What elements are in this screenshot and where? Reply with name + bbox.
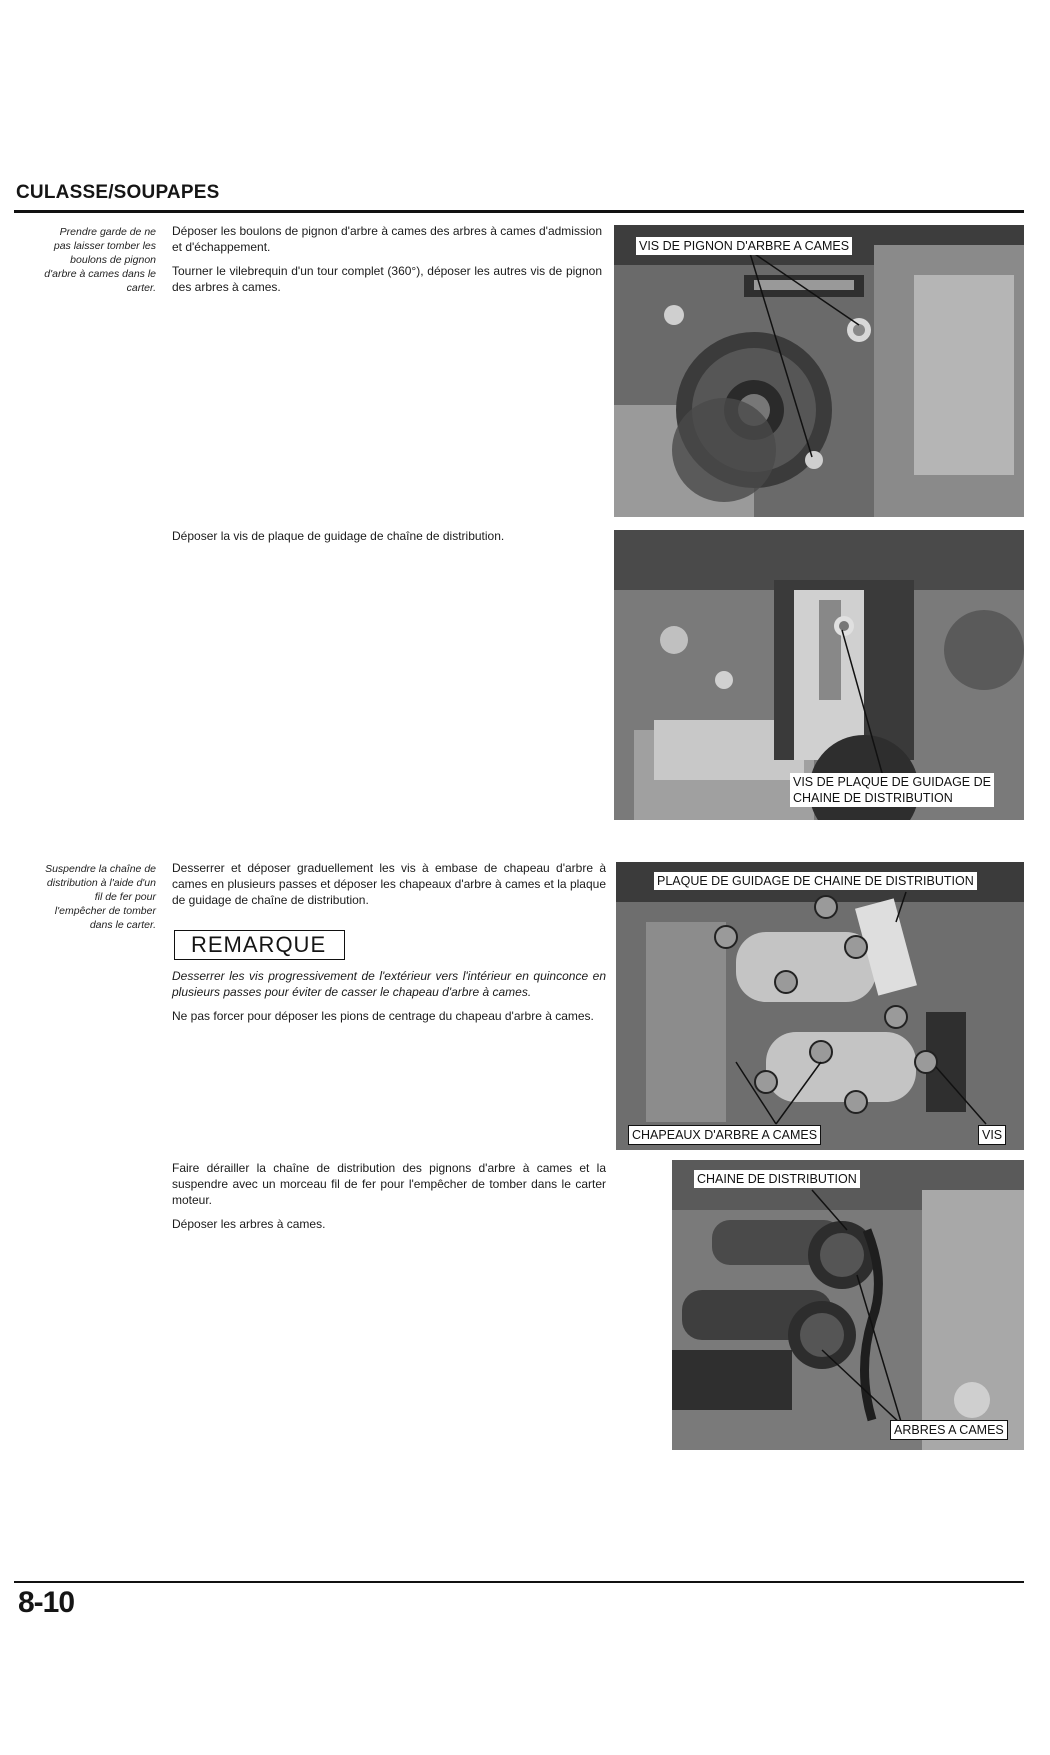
remark-block — [172, 968, 606, 1032]
side-note-chain — [18, 862, 156, 932]
side-note-line: pas laisser tomber les — [53, 240, 156, 252]
callout-cap-screws: VIS — [978, 1125, 1006, 1145]
callout-sprocket-screws: VIS DE PIGNON D'ARBRE A CAMES — [636, 237, 852, 255]
callout-line: CHAINE DE DISTRIBUTION — [793, 791, 953, 805]
photo-camshaft-sprocket — [614, 225, 1024, 517]
photo-camshafts-chain — [672, 1160, 1024, 1450]
callout-line: VIS DE PLAQUE DE GUIDAGE DE — [793, 775, 991, 789]
instruction-paragraph: Tourner le vilebrequin d'un tour complet (360°), déposer les autres vis de pignon des arbres à cames. — [172, 264, 602, 294]
instruction-block-1 — [172, 223, 602, 303]
side-note-line: Prendre garde de ne — [59, 226, 156, 238]
footer-rule — [14, 1581, 1024, 1583]
page-number: 8-10 — [18, 1586, 75, 1619]
instruction-paragraph: Déposer la vis de plaque de guidage de chaîne de distribution. — [172, 529, 505, 543]
instruction-paragraph: Déposer les boulons de pignon d'arbre à cames des arbres à cames d'admission et d'échappement. — [172, 224, 602, 254]
side-note-line: fil de fer pour — [94, 891, 156, 903]
side-note-line: distribution à l'aide d'un — [46, 877, 156, 889]
instruction-block-3 — [172, 860, 606, 916]
callout-camshafts: ARBRES A CAMES — [890, 1420, 1008, 1440]
instruction-block-4 — [172, 1160, 606, 1240]
callout-guide-plate-screw — [790, 773, 994, 807]
instruction-paragraph: Déposer les arbres à cames. — [172, 1217, 326, 1231]
instruction-paragraph: Desserrer et déposer graduellement les vis à embase de chapeau d'arbre à cames en plusieurs passes et déposer les chapeaux d'arbre à cames et la plaque de guidage de chaîne de distribution. — [172, 861, 606, 907]
side-note-line: Suspendre la chaîne de — [45, 863, 156, 875]
side-note-line: d'arbre à cames dans le — [44, 268, 156, 280]
instruction-paragraph: Faire dérailler la chaîne de distribution des pignons d'arbre à cames et la suspendre avec un morceau fil de fer pour l'empêcher de tomber dans le carter moteur. — [172, 1161, 606, 1207]
side-note-line: dans le carter. — [89, 919, 156, 931]
header-rule — [14, 210, 1024, 213]
side-note-line: l'empêcher de tomber — [54, 905, 156, 917]
callout-guide-plate: PLAQUE DE GUIDAGE DE CHAINE DE DISTRIBUTION — [654, 872, 977, 890]
remark-note: Ne pas forcer pour déposer les pions de centrage du chapeau d'arbre à cames. — [172, 1009, 594, 1023]
photo-guide-plate-screw — [614, 530, 1024, 820]
side-note-line: boulons de pignon — [70, 254, 156, 266]
page-title: CULASSE/SOUPAPES — [16, 182, 220, 203]
callout-timing-chain: CHAINE DE DISTRIBUTION — [694, 1170, 860, 1188]
side-note-bolts — [18, 225, 156, 295]
photo-camshaft-caps — [616, 862, 1024, 1150]
instruction-block-2 — [172, 528, 612, 552]
remark-italic-note: Desserrer les vis progressivement de l'extérieur vers l'intérieur en quinconce en plusieurs passes pour éviter de casser le chapeau d'arbre à cames. — [172, 969, 606, 999]
remark-title: REMARQUE — [174, 930, 345, 960]
side-note-line: carter. — [126, 282, 156, 294]
callout-camshaft-caps: CHAPEAUX D'ARBRE A CAMES — [628, 1125, 821, 1145]
